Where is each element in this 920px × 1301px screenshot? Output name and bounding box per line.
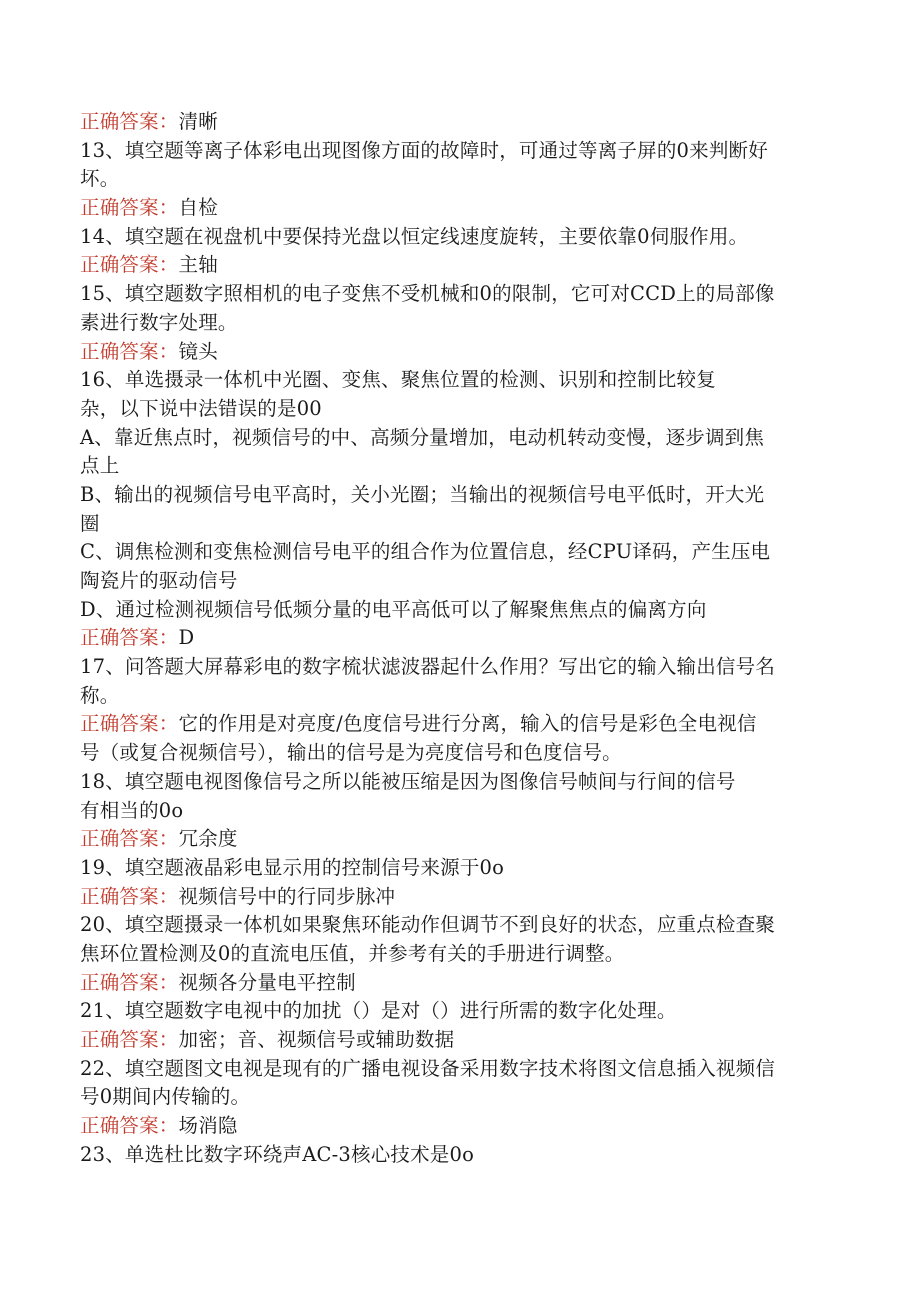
answer-line bbox=[80, 194, 840, 223]
answer-text: 视频信号中的行同步脉冲 bbox=[178, 884, 396, 908]
text-line: 点上 bbox=[80, 454, 120, 478]
text-line: 16、单选摄录一体机中光圈、变焦、聚焦位置的检测、识别和控制比较复 bbox=[80, 368, 716, 392]
text-line: C、调焦检测和变焦检测信号电平的组合作为位置信息，经CPU译码，产生压电 bbox=[80, 540, 771, 564]
text-line: 18、填空题电视图像信号之所以能被压缩是因为图像信号帧间与行间的信号 bbox=[80, 769, 736, 793]
text-line: 称。 bbox=[80, 683, 120, 707]
answer-text: 自检 bbox=[178, 196, 218, 220]
answer-text: 视频各分量电平控制 bbox=[178, 970, 356, 994]
text-line: 坏。 bbox=[80, 167, 120, 191]
answer-line bbox=[80, 825, 840, 854]
text-line: 20、填空题摄录一体机如果聚焦环能动作但调节不到良好的状态，应重点检查聚 bbox=[80, 913, 776, 937]
answer-line bbox=[80, 108, 840, 137]
text-line: 焦环位置检测及0的直流电压值，并参考有关的手册进行调整。 bbox=[80, 941, 625, 965]
answer-label: 正确答案： bbox=[80, 712, 179, 736]
answer-line bbox=[80, 251, 840, 280]
answer-line bbox=[80, 969, 840, 998]
answer-line bbox=[80, 710, 840, 739]
text-line: 17、问答题大屏幕彩电的数字梳状滤波器起什么作用？写出它的输入输出信号名 bbox=[80, 655, 776, 679]
answer-label: 正确答案： bbox=[80, 110, 179, 133]
answer-label: 正确答案： bbox=[80, 196, 179, 220]
text-line: 22、填空题图文电视是现有的广播电视设备采用数字技术将图文信息插入视频信 bbox=[80, 1056, 776, 1080]
text-line: A、靠近焦点时，视频信号的中、高频分量增加，电动机转动变慢，逐步调到焦 bbox=[80, 425, 765, 449]
answer-line bbox=[80, 1112, 840, 1141]
answer-text: 加密；音、视频信号或辅助数据 bbox=[178, 1028, 455, 1051]
answer-line bbox=[80, 1026, 840, 1055]
answer-label: 正确答案： bbox=[80, 827, 179, 851]
text-line: 21、填空题数字电视中的加扰（）是对（）进行所需的数字化处理。 bbox=[80, 999, 677, 1023]
answer-label: 正确答案： bbox=[80, 339, 179, 363]
document-page bbox=[80, 108, 840, 1169]
answer-text: D bbox=[178, 626, 195, 650]
text-line: 号0期间内传输的。 bbox=[80, 1085, 251, 1109]
answer-label: 正确答案： bbox=[80, 1114, 179, 1138]
answer-label: 正确答案： bbox=[80, 1028, 179, 1051]
text-line: 有相当的0o bbox=[80, 798, 184, 822]
answer-line bbox=[80, 624, 840, 653]
text-line: 素进行数字处理。 bbox=[80, 310, 238, 334]
answer-line bbox=[80, 338, 840, 367]
answer-text: 清晰 bbox=[178, 110, 218, 133]
text-line: 13、填空题等离子体彩电出现图像方面的故障时，可通过等离子屏的0来判断好 bbox=[80, 138, 768, 162]
text-line: 陶瓷片的驱动信号 bbox=[80, 569, 238, 592]
answer-text: 镜头 bbox=[178, 339, 218, 363]
text-line: 号（或复合视频信号），输出的信号是为亮度信号和色度信号。 bbox=[80, 741, 622, 765]
text-line: 14、填空题在视盘机中要保持光盘以恒定线速度旋转，主要依靠0伺服作用。 bbox=[80, 224, 749, 248]
text-line: 15、填空题数字照相机的电子变焦不受机械和0的限制，它可对CCD上的局部像 bbox=[80, 282, 775, 306]
answer-line bbox=[80, 883, 840, 912]
text-line: 23、单选杜比数字环绕声AC-3核心技术是0o bbox=[80, 1142, 475, 1166]
answer-label: 正确答案： bbox=[80, 253, 179, 277]
answer-label: 正确答案： bbox=[80, 884, 179, 908]
answer-text: 冗余度 bbox=[178, 827, 238, 851]
answer-text: 它的作用是对亮度/色度信号进行分离，输入的信号是彩色全电视信 bbox=[178, 712, 757, 736]
text-line: 19、填空题液晶彩电显示用的控制信号来源于0o bbox=[80, 855, 505, 879]
answer-text: 主轴 bbox=[178, 253, 218, 277]
text-line: B、输出的视频信号电平高时，关小光圈；当输出的视频信号电平低时，开大光 bbox=[80, 482, 765, 506]
answer-label: 正确答案： bbox=[80, 626, 179, 650]
answer-label: 正确答案： bbox=[80, 970, 179, 994]
text-line: 杂，以下说中法错误的是00 bbox=[80, 396, 322, 420]
answer-text: 场消隐 bbox=[178, 1114, 238, 1138]
text-line: D、通过检测视频信号低频分量的电平高低可以了解聚焦焦点的偏离方向 bbox=[80, 597, 707, 621]
text-line: 圈 bbox=[80, 511, 100, 535]
